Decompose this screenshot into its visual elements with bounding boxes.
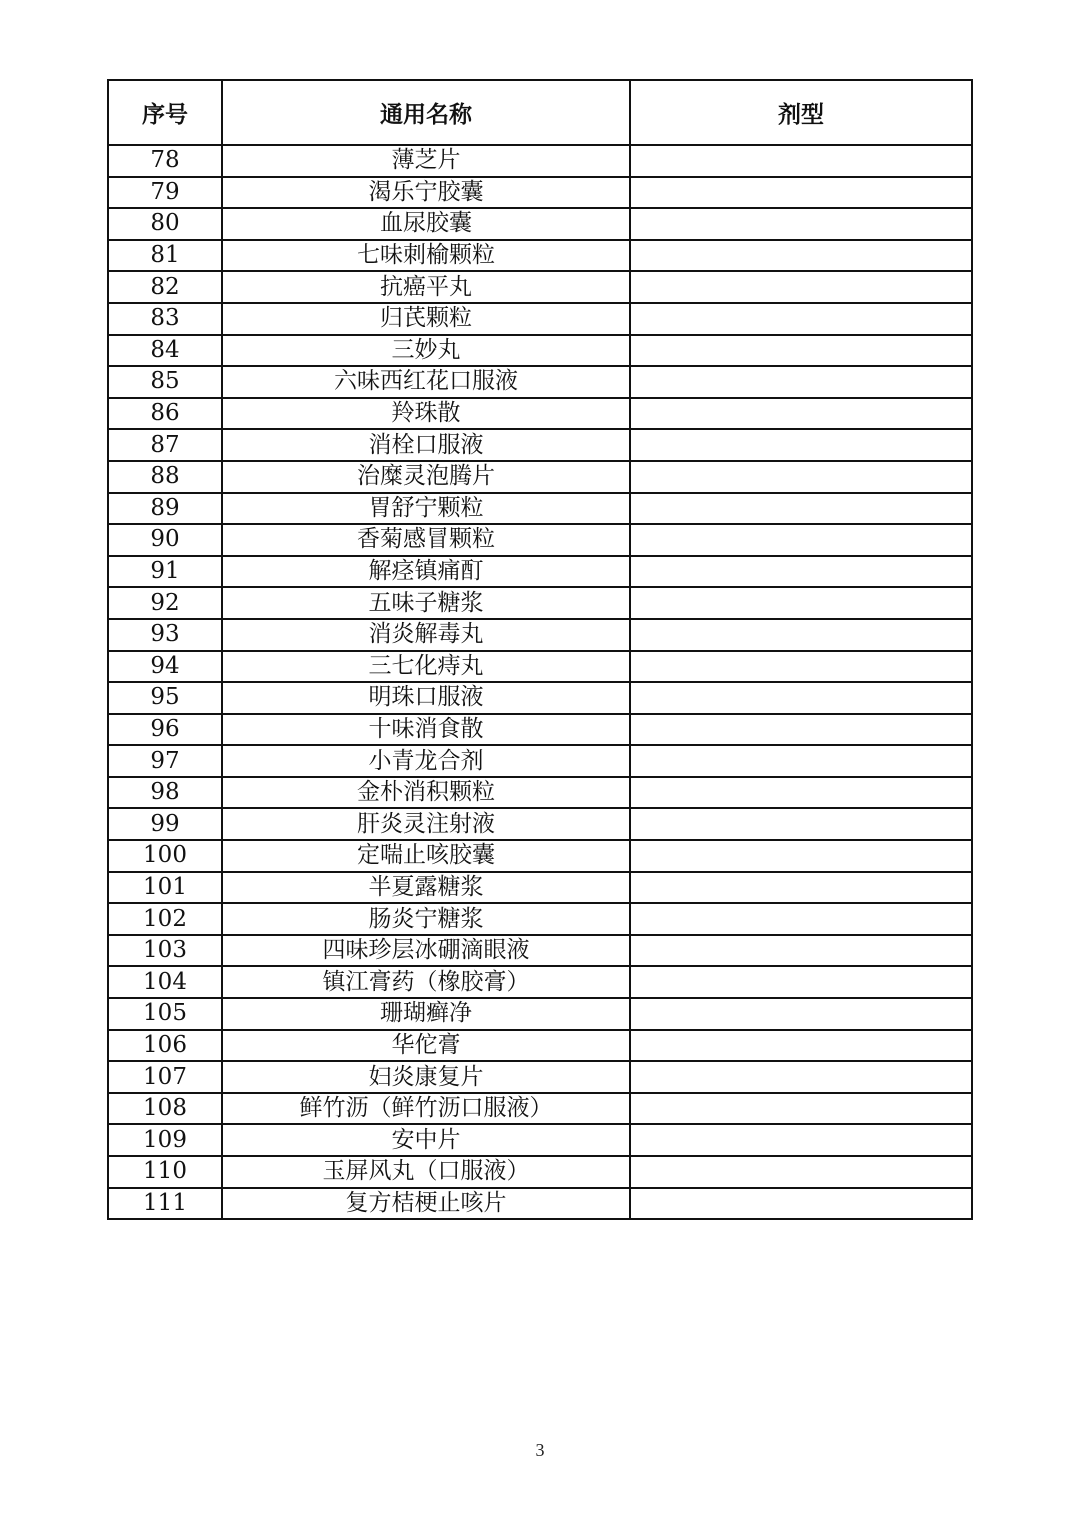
cell-form xyxy=(630,366,972,398)
cell-seq: 105 xyxy=(108,998,222,1030)
table-row xyxy=(108,966,972,998)
cell-form xyxy=(630,840,972,872)
table-row xyxy=(108,1156,972,1188)
cell-name: 定喘止咳胶囊 xyxy=(222,840,630,872)
cell-name: 香菊感冒颗粒 xyxy=(222,524,630,556)
cell-name: 三妙丸 xyxy=(222,335,630,367)
cell-seq: 106 xyxy=(108,1030,222,1062)
page-number: 3 xyxy=(535,1440,545,1460)
header-form: 剂型 xyxy=(630,80,972,145)
cell-form xyxy=(630,935,972,967)
table-row xyxy=(108,556,972,588)
cell-seq: 79 xyxy=(108,177,222,209)
cell-name: 五味子糖浆 xyxy=(222,587,630,619)
cell-seq: 98 xyxy=(108,777,222,809)
cell-name: 抗癌平丸 xyxy=(222,271,630,303)
table-row xyxy=(108,524,972,556)
cell-form xyxy=(630,177,972,209)
table-row xyxy=(108,461,972,493)
cell-seq: 87 xyxy=(108,429,222,461)
cell-form xyxy=(630,429,972,461)
cell-seq: 91 xyxy=(108,556,222,588)
cell-form xyxy=(630,808,972,840)
cell-seq: 82 xyxy=(108,271,222,303)
cell-seq: 81 xyxy=(108,240,222,272)
cell-form xyxy=(630,682,972,714)
cell-seq: 89 xyxy=(108,493,222,525)
cell-name: 复方桔梗止咳片 xyxy=(222,1188,630,1220)
cell-name: 三七化痔丸 xyxy=(222,651,630,683)
cell-seq: 93 xyxy=(108,619,222,651)
cell-seq: 103 xyxy=(108,935,222,967)
cell-form xyxy=(630,714,972,746)
cell-name: 四味珍层冰硼滴眼液 xyxy=(222,935,630,967)
cell-name: 明珠口服液 xyxy=(222,682,630,714)
cell-name: 治糜灵泡腾片 xyxy=(222,461,630,493)
table-row xyxy=(108,1030,972,1062)
cell-form xyxy=(630,1030,972,1062)
cell-seq: 104 xyxy=(108,966,222,998)
cell-form xyxy=(630,903,972,935)
table-row xyxy=(108,240,972,272)
table-row xyxy=(108,714,972,746)
table-row xyxy=(108,1093,972,1125)
cell-seq: 92 xyxy=(108,587,222,619)
table-row xyxy=(108,682,972,714)
cell-name: 薄芝片 xyxy=(222,145,630,177)
table-row xyxy=(108,840,972,872)
cell-name: 安中片 xyxy=(222,1124,630,1156)
table-row xyxy=(108,398,972,430)
cell-form xyxy=(630,524,972,556)
cell-name: 羚珠散 xyxy=(222,398,630,430)
cell-form xyxy=(630,493,972,525)
cell-form xyxy=(630,303,972,335)
cell-seq: 83 xyxy=(108,303,222,335)
cell-seq: 102 xyxy=(108,903,222,935)
cell-seq: 80 xyxy=(108,208,222,240)
cell-form xyxy=(630,335,972,367)
cell-form xyxy=(630,145,972,177)
table-row xyxy=(108,366,972,398)
cell-form xyxy=(630,966,972,998)
cell-seq: 85 xyxy=(108,366,222,398)
cell-name: 消炎解毒丸 xyxy=(222,619,630,651)
cell-seq: 108 xyxy=(108,1093,222,1125)
table-row xyxy=(108,651,972,683)
header-seq: 序号 xyxy=(108,80,222,145)
cell-form xyxy=(630,651,972,683)
drug-list-table xyxy=(107,79,973,1220)
table-row xyxy=(108,335,972,367)
table-row xyxy=(108,935,972,967)
cell-seq: 95 xyxy=(108,682,222,714)
table-row xyxy=(108,587,972,619)
table-row xyxy=(108,872,972,904)
cell-form xyxy=(630,208,972,240)
table-row xyxy=(108,208,972,240)
cell-form xyxy=(630,1093,972,1125)
cell-seq: 101 xyxy=(108,872,222,904)
cell-name: 妇炎康复片 xyxy=(222,1061,630,1093)
cell-form xyxy=(630,872,972,904)
table-row xyxy=(108,1061,972,1093)
cell-name: 小青龙合剂 xyxy=(222,745,630,777)
cell-form xyxy=(630,1124,972,1156)
cell-seq: 107 xyxy=(108,1061,222,1093)
header-name: 通用名称 xyxy=(222,80,630,145)
cell-name: 十味消食散 xyxy=(222,714,630,746)
cell-name: 消栓口服液 xyxy=(222,429,630,461)
cell-name: 半夏露糖浆 xyxy=(222,872,630,904)
cell-seq: 96 xyxy=(108,714,222,746)
cell-form xyxy=(630,1188,972,1220)
cell-name: 华佗膏 xyxy=(222,1030,630,1062)
cell-seq: 94 xyxy=(108,651,222,683)
cell-seq: 88 xyxy=(108,461,222,493)
cell-name: 渴乐宁胶囊 xyxy=(222,177,630,209)
table-row xyxy=(108,429,972,461)
cell-seq: 111 xyxy=(108,1188,222,1220)
table-row xyxy=(108,177,972,209)
cell-seq: 110 xyxy=(108,1156,222,1188)
cell-seq: 86 xyxy=(108,398,222,430)
cell-form xyxy=(630,1156,972,1188)
table-row xyxy=(108,619,972,651)
cell-name: 玉屏风丸（口服液） xyxy=(222,1156,630,1188)
table-row xyxy=(108,493,972,525)
table-row xyxy=(108,903,972,935)
cell-seq: 100 xyxy=(108,840,222,872)
cell-name: 珊瑚癣净 xyxy=(222,998,630,1030)
table-body xyxy=(108,145,972,1219)
cell-name: 肠炎宁糖浆 xyxy=(222,903,630,935)
cell-name: 血尿胶囊 xyxy=(222,208,630,240)
table-row xyxy=(108,1188,972,1220)
table-row xyxy=(108,271,972,303)
table-row xyxy=(108,303,972,335)
table-header-row xyxy=(108,80,972,145)
cell-name: 金朴消积颗粒 xyxy=(222,777,630,809)
table-row xyxy=(108,745,972,777)
table-row xyxy=(108,145,972,177)
cell-seq: 78 xyxy=(108,145,222,177)
table-row xyxy=(108,1124,972,1156)
cell-name: 解痉镇痛酊 xyxy=(222,556,630,588)
cell-seq: 99 xyxy=(108,808,222,840)
cell-seq: 97 xyxy=(108,745,222,777)
cell-name: 镇江膏药（橡胶膏） xyxy=(222,966,630,998)
cell-name: 胃舒宁颗粒 xyxy=(222,493,630,525)
cell-seq: 84 xyxy=(108,335,222,367)
cell-seq: 90 xyxy=(108,524,222,556)
cell-form xyxy=(630,619,972,651)
cell-name: 归芪颗粒 xyxy=(222,303,630,335)
cell-seq: 109 xyxy=(108,1124,222,1156)
cell-form xyxy=(630,777,972,809)
cell-name: 鲜竹沥（鲜竹沥口服液） xyxy=(222,1093,630,1125)
cell-form xyxy=(630,1061,972,1093)
table-row xyxy=(108,998,972,1030)
cell-form xyxy=(630,587,972,619)
table-row xyxy=(108,808,972,840)
cell-name: 六味西红花口服液 xyxy=(222,366,630,398)
cell-form xyxy=(630,556,972,588)
cell-form xyxy=(630,271,972,303)
cell-form xyxy=(630,461,972,493)
cell-form xyxy=(630,745,972,777)
cell-name: 七味刺榆颗粒 xyxy=(222,240,630,272)
cell-form xyxy=(630,998,972,1030)
table-row xyxy=(108,777,972,809)
cell-form xyxy=(630,398,972,430)
cell-name: 肝炎灵注射液 xyxy=(222,808,630,840)
cell-form xyxy=(630,240,972,272)
